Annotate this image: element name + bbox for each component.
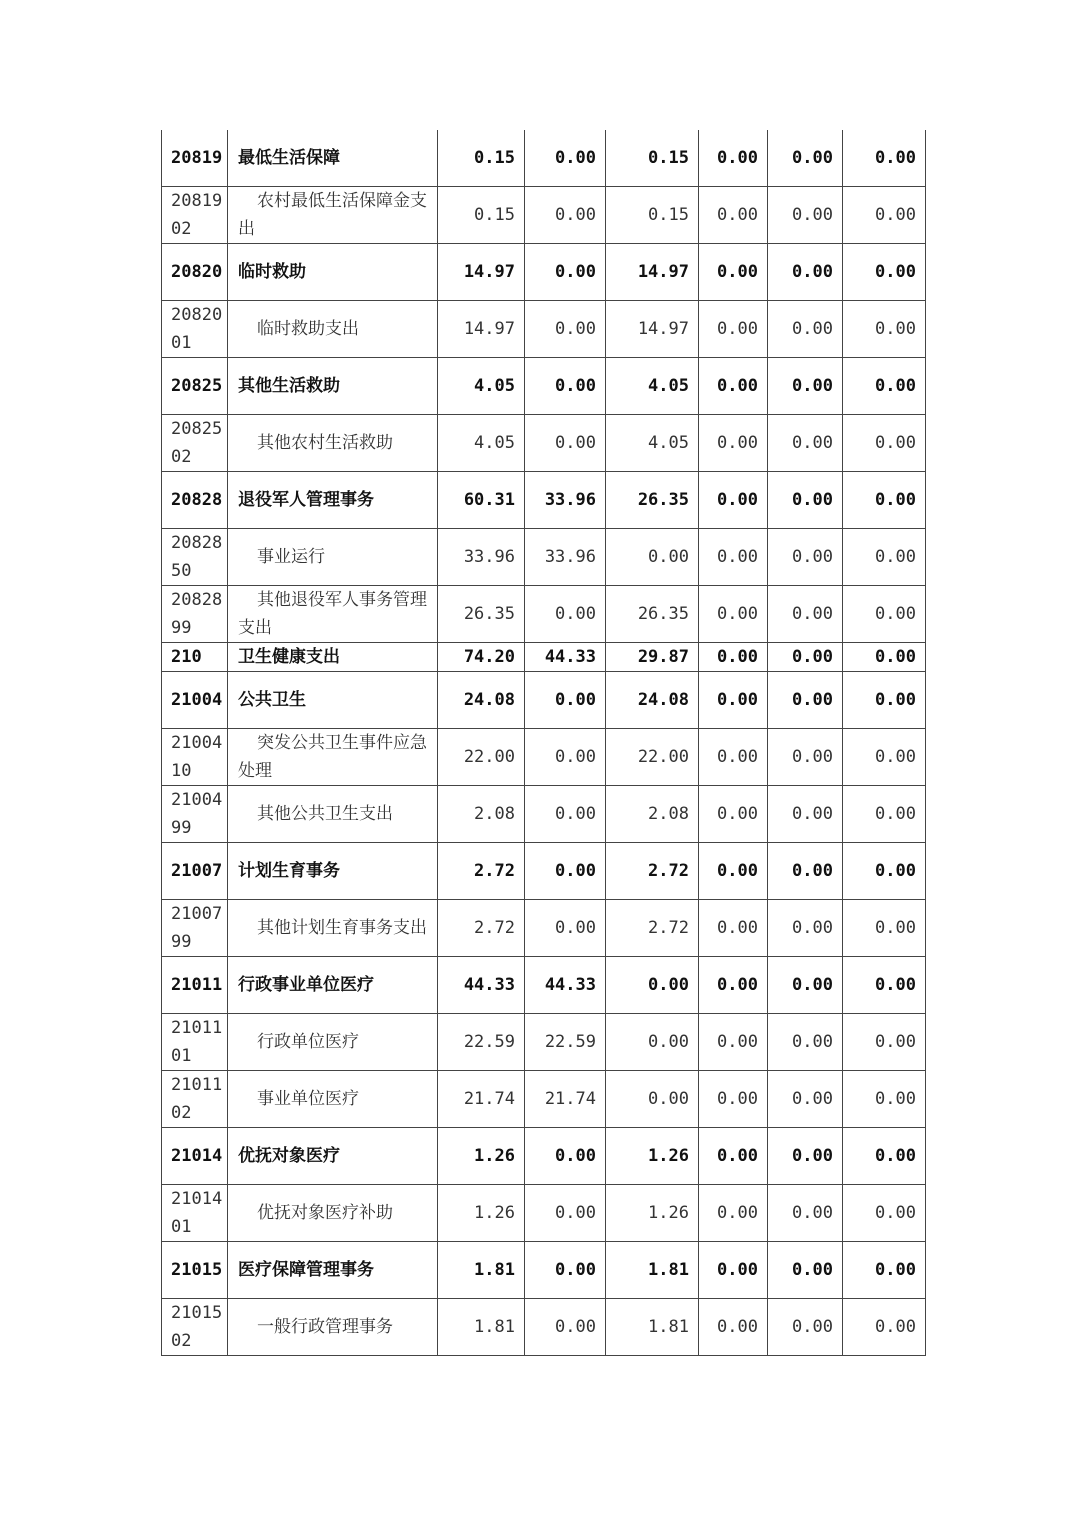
amount-cell-col-3: 14.97	[606, 244, 699, 301]
amount-cell-col-5: 0.00	[768, 187, 843, 244]
amount-cell-col-5: 0.00	[768, 472, 843, 529]
amount-cell-col-2: 0.00	[525, 1299, 606, 1356]
amount-cell-col-5: 0.00	[768, 1071, 843, 1128]
amount-cell-col-2: 0.00	[525, 786, 606, 843]
subcategory-row	[162, 1071, 926, 1128]
amount-cell-col-3: 0.00	[606, 1014, 699, 1071]
category-row	[162, 672, 926, 729]
amount-cell-col-2: 0.00	[525, 1185, 606, 1242]
subject-code-cell: 210	[162, 643, 228, 672]
amount-cell-col-4: 0.00	[699, 187, 768, 244]
subcategory-row	[162, 415, 926, 472]
subject-code-cell: 21014	[162, 1128, 228, 1185]
amount-cell-col-1: 33.96	[438, 529, 525, 586]
subject-code-cell: 21004	[162, 672, 228, 729]
amount-cell-col-6: 0.00	[843, 187, 926, 244]
subcategory-row	[162, 786, 926, 843]
amount-cell-col-3: 1.26	[606, 1185, 699, 1242]
category-row	[162, 472, 926, 529]
amount-cell-col-6: 0.00	[843, 672, 926, 729]
amount-cell-col-1: 22.00	[438, 729, 525, 786]
amount-cell-col-4: 0.00	[699, 301, 768, 358]
subject-name-cell: 突发公共卫生事件应急处理	[228, 729, 438, 786]
amount-cell-col-4: 0.00	[699, 672, 768, 729]
amount-cell-col-6: 0.00	[843, 1128, 926, 1185]
amount-cell-col-5: 0.00	[768, 672, 843, 729]
subject-name-cell: 医疗保障管理事务	[228, 1242, 438, 1299]
amount-cell-col-4: 0.00	[699, 472, 768, 529]
amount-cell-col-1: 4.05	[438, 358, 525, 415]
amount-cell-col-4: 0.00	[699, 244, 768, 301]
amount-cell-col-5: 0.00	[768, 843, 843, 900]
subject-name-cell: 计划生育事务	[228, 843, 438, 900]
amount-cell-col-2: 0.00	[525, 900, 606, 957]
amount-cell-col-2: 22.59	[525, 1014, 606, 1071]
amount-cell-col-3: 26.35	[606, 472, 699, 529]
amount-cell-col-6: 0.00	[843, 957, 926, 1014]
amount-cell-col-6: 0.00	[843, 1071, 926, 1128]
subject-name-cell: 最低生活保障	[228, 130, 438, 187]
subject-name-cell: 农村最低生活保障金支出	[228, 187, 438, 244]
amount-cell-col-2: 0.00	[525, 843, 606, 900]
subject-code-cell: 2101102	[162, 1071, 228, 1128]
amount-cell-col-5: 0.00	[768, 1014, 843, 1071]
subject-code-cell: 2100799	[162, 900, 228, 957]
amount-cell-col-1: 2.08	[438, 786, 525, 843]
amount-cell-col-1: 1.81	[438, 1242, 525, 1299]
amount-cell-col-1: 26.35	[438, 586, 525, 643]
amount-cell-col-3: 1.81	[606, 1299, 699, 1356]
subject-name-cell: 临时救助支出	[228, 301, 438, 358]
subject-name-cell: 事业单位医疗	[228, 1071, 438, 1128]
amount-cell-col-3: 24.08	[606, 672, 699, 729]
amount-cell-col-1: 2.72	[438, 843, 525, 900]
amount-cell-col-2: 0.00	[525, 301, 606, 358]
amount-cell-col-3: 1.81	[606, 1242, 699, 1299]
amount-cell-col-3: 0.00	[606, 529, 699, 586]
subject-code-cell: 2082899	[162, 586, 228, 643]
subject-code-cell: 2101502	[162, 1299, 228, 1356]
amount-cell-col-6: 0.00	[843, 1299, 926, 1356]
subject-name-cell: 公共卫生	[228, 672, 438, 729]
amount-cell-col-5: 0.00	[768, 643, 843, 672]
subcategory-row	[162, 1299, 926, 1356]
amount-cell-col-6: 0.00	[843, 786, 926, 843]
amount-cell-col-3: 29.87	[606, 643, 699, 672]
amount-cell-col-3: 0.15	[606, 187, 699, 244]
amount-cell-col-6: 0.00	[843, 244, 926, 301]
amount-cell-col-5: 0.00	[768, 415, 843, 472]
subject-name-cell: 临时救助	[228, 244, 438, 301]
amount-cell-col-6: 0.00	[843, 130, 926, 187]
category-row	[162, 130, 926, 187]
amount-cell-col-4: 0.00	[699, 1242, 768, 1299]
amount-cell-col-5: 0.00	[768, 1242, 843, 1299]
amount-cell-col-4: 0.00	[699, 1014, 768, 1071]
amount-cell-col-3: 0.15	[606, 130, 699, 187]
amount-cell-col-2: 44.33	[525, 643, 606, 672]
amount-cell-col-5: 0.00	[768, 786, 843, 843]
amount-cell-col-1: 60.31	[438, 472, 525, 529]
amount-cell-col-3: 0.00	[606, 957, 699, 1014]
subject-name-cell: 其他计划生育事务支出	[228, 900, 438, 957]
subject-name-cell: 卫生健康支出	[228, 643, 438, 672]
amount-cell-col-2: 0.00	[525, 1242, 606, 1299]
amount-cell-col-6: 0.00	[843, 301, 926, 358]
amount-cell-col-2: 0.00	[525, 244, 606, 301]
subcategory-row	[162, 529, 926, 586]
amount-cell-col-1: 1.81	[438, 1299, 525, 1356]
amount-cell-col-1: 2.72	[438, 900, 525, 957]
amount-cell-col-2: 0.00	[525, 358, 606, 415]
budget-expenditure-table	[161, 130, 926, 1356]
subject-code-cell: 2101101	[162, 1014, 228, 1071]
amount-cell-col-2: 0.00	[525, 729, 606, 786]
amount-cell-col-2: 44.33	[525, 957, 606, 1014]
amount-cell-col-3: 0.00	[606, 1071, 699, 1128]
subject-code-cell: 21015	[162, 1242, 228, 1299]
subject-code-cell: 2082001	[162, 301, 228, 358]
subject-code-cell: 2100499	[162, 786, 228, 843]
amount-cell-col-4: 0.00	[699, 786, 768, 843]
amount-cell-col-3: 2.72	[606, 843, 699, 900]
amount-cell-col-5: 0.00	[768, 586, 843, 643]
amount-cell-col-6: 0.00	[843, 1185, 926, 1242]
amount-cell-col-1: 21.74	[438, 1071, 525, 1128]
subject-code-cell: 2101401	[162, 1185, 228, 1242]
amount-cell-col-6: 0.00	[843, 358, 926, 415]
amount-cell-col-4: 0.00	[699, 1299, 768, 1356]
amount-cell-col-5: 0.00	[768, 130, 843, 187]
subject-name-cell: 其他生活救助	[228, 358, 438, 415]
amount-cell-col-2: 33.96	[525, 529, 606, 586]
subject-name-cell: 行政事业单位医疗	[228, 957, 438, 1014]
amount-cell-col-4: 0.00	[699, 358, 768, 415]
subcategory-row	[162, 900, 926, 957]
amount-cell-col-3: 4.05	[606, 415, 699, 472]
amount-cell-col-6: 0.00	[843, 472, 926, 529]
amount-cell-col-1: 74.20	[438, 643, 525, 672]
category-row	[162, 1128, 926, 1185]
amount-cell-col-6: 0.00	[843, 900, 926, 957]
amount-cell-col-1: 1.26	[438, 1185, 525, 1242]
amount-cell-col-5: 0.00	[768, 301, 843, 358]
amount-cell-col-5: 0.00	[768, 1128, 843, 1185]
amount-cell-col-5: 0.00	[768, 1299, 843, 1356]
amount-cell-col-4: 0.00	[699, 643, 768, 672]
subcategory-row	[162, 1014, 926, 1071]
amount-cell-col-6: 0.00	[843, 586, 926, 643]
subject-code-cell: 20820	[162, 244, 228, 301]
amount-cell-col-5: 0.00	[768, 244, 843, 301]
subject-code-cell: 2082850	[162, 529, 228, 586]
amount-cell-col-3: 1.26	[606, 1128, 699, 1185]
amount-cell-col-3: 22.00	[606, 729, 699, 786]
category-row	[162, 643, 926, 672]
amount-cell-col-2: 21.74	[525, 1071, 606, 1128]
amount-cell-col-2: 0.00	[525, 415, 606, 472]
amount-cell-col-1: 1.26	[438, 1128, 525, 1185]
amount-cell-col-5: 0.00	[768, 729, 843, 786]
amount-cell-col-5: 0.00	[768, 529, 843, 586]
amount-cell-col-4: 0.00	[699, 415, 768, 472]
category-row	[162, 843, 926, 900]
subject-name-cell: 一般行政管理事务	[228, 1299, 438, 1356]
category-row	[162, 244, 926, 301]
category-row	[162, 1242, 926, 1299]
subject-code-cell: 21007	[162, 843, 228, 900]
subject-code-cell: 20819	[162, 130, 228, 187]
subcategory-row	[162, 301, 926, 358]
amount-cell-col-6: 0.00	[843, 1242, 926, 1299]
amount-cell-col-1: 4.05	[438, 415, 525, 472]
amount-cell-col-1: 0.15	[438, 130, 525, 187]
amount-cell-col-6: 0.00	[843, 1014, 926, 1071]
amount-cell-col-4: 0.00	[699, 529, 768, 586]
amount-cell-col-5: 0.00	[768, 957, 843, 1014]
amount-cell-col-5: 0.00	[768, 1185, 843, 1242]
subject-name-cell: 行政单位医疗	[228, 1014, 438, 1071]
amount-cell-col-3: 4.05	[606, 358, 699, 415]
amount-cell-col-6: 0.00	[843, 729, 926, 786]
amount-cell-col-6: 0.00	[843, 529, 926, 586]
amount-cell-col-3: 2.72	[606, 900, 699, 957]
subcategory-row	[162, 586, 926, 643]
subject-name-cell: 其他农村生活救助	[228, 415, 438, 472]
amount-cell-col-4: 0.00	[699, 1128, 768, 1185]
amount-cell-col-1: 24.08	[438, 672, 525, 729]
amount-cell-col-1: 14.97	[438, 244, 525, 301]
amount-cell-col-6: 0.00	[843, 643, 926, 672]
subcategory-row	[162, 187, 926, 244]
amount-cell-col-4: 0.00	[699, 1071, 768, 1128]
subject-code-cell: 2081902	[162, 187, 228, 244]
amount-cell-col-2: 33.96	[525, 472, 606, 529]
amount-cell-col-2: 0.00	[525, 672, 606, 729]
amount-cell-col-3: 2.08	[606, 786, 699, 843]
amount-cell-col-4: 0.00	[699, 586, 768, 643]
subject-name-cell: 优抚对象医疗补助	[228, 1185, 438, 1242]
amount-cell-col-2: 0.00	[525, 130, 606, 187]
category-row	[162, 957, 926, 1014]
subject-code-cell: 20828	[162, 472, 228, 529]
subject-name-cell: 优抚对象医疗	[228, 1128, 438, 1185]
amount-cell-col-6: 0.00	[843, 415, 926, 472]
amount-cell-col-5: 0.00	[768, 900, 843, 957]
amount-cell-col-2: 0.00	[525, 586, 606, 643]
amount-cell-col-3: 26.35	[606, 586, 699, 643]
amount-cell-col-6: 0.00	[843, 843, 926, 900]
subject-name-cell: 退役军人管理事务	[228, 472, 438, 529]
subject-code-cell: 2082502	[162, 415, 228, 472]
subject-name-cell: 其他公共卫生支出	[228, 786, 438, 843]
subject-code-cell: 2100410	[162, 729, 228, 786]
amount-cell-col-1: 14.97	[438, 301, 525, 358]
amount-cell-col-4: 0.00	[699, 843, 768, 900]
category-row	[162, 358, 926, 415]
amount-cell-col-4: 0.00	[699, 1185, 768, 1242]
amount-cell-col-1: 44.33	[438, 957, 525, 1014]
subject-code-cell: 20825	[162, 358, 228, 415]
table-body	[162, 130, 926, 1356]
amount-cell-col-3: 14.97	[606, 301, 699, 358]
amount-cell-col-4: 0.00	[699, 957, 768, 1014]
amount-cell-col-4: 0.00	[699, 130, 768, 187]
subject-name-cell: 事业运行	[228, 529, 438, 586]
amount-cell-col-2: 0.00	[525, 187, 606, 244]
subject-name-cell: 其他退役军人事务管理支出	[228, 586, 438, 643]
subcategory-row	[162, 1185, 926, 1242]
subject-code-cell: 21011	[162, 957, 228, 1014]
subcategory-row	[162, 729, 926, 786]
amount-cell-col-4: 0.00	[699, 729, 768, 786]
amount-cell-col-4: 0.00	[699, 900, 768, 957]
amount-cell-col-1: 0.15	[438, 187, 525, 244]
amount-cell-col-5: 0.00	[768, 358, 843, 415]
amount-cell-col-1: 22.59	[438, 1014, 525, 1071]
amount-cell-col-2: 0.00	[525, 1128, 606, 1185]
